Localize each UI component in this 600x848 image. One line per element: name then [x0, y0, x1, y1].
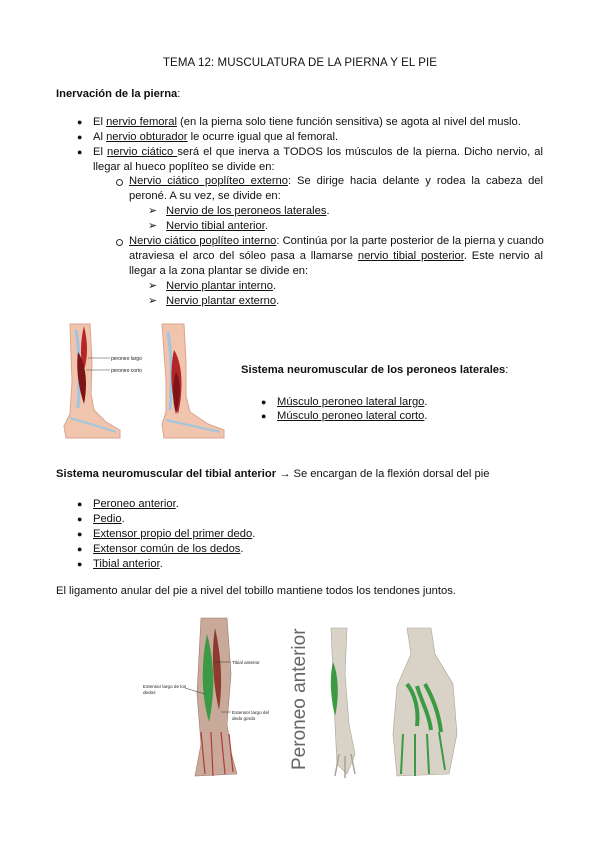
bullet-icon: ● [77, 132, 83, 142]
circle-bullet-icon [116, 239, 123, 246]
arrow-bullet-icon: ➢ [148, 220, 158, 232]
bullet-icon: ● [77, 147, 83, 157]
term-link: Nervio ciático poplíteo externo [129, 175, 288, 187]
sub-list-item: Nervio ciático poplíteo externo: Se dirige hacia delante y rodea la cabeza del [129, 175, 543, 187]
arrow-bullet-icon: ➢ [148, 295, 158, 307]
list-item: Músculo peroneo lateral corto. [277, 410, 428, 422]
sub-list-item: Nervio ciático poplíteo interno: Continúa por la parte posterior de la pierna y cuando [129, 235, 544, 247]
label-tibial-anterior: Tibial anterior [232, 660, 260, 665]
label-peroneo-largo: peroneo largo [111, 356, 142, 362]
list-item: Peroneo anterior. [93, 498, 179, 510]
term-link: nervio obturador [106, 131, 188, 143]
sub-sub-item: Nervio tibial anterior. [166, 220, 268, 232]
label-peroneo-corto: peroneo corto [111, 368, 142, 374]
term-link: nervio tibial posterior [357, 250, 464, 262]
section-heading-tibial: Sistema neuromuscular del tibial anterior → Se encargan de la flexión dorsal del pie [56, 468, 490, 480]
bullet-icon: ● [77, 559, 83, 569]
bullet-icon: ● [261, 397, 267, 407]
bullet-icon: ● [77, 499, 83, 509]
paragraph-ligamento: El ligamento anular del pie a nivel del tobillo mantiene todos los tendones juntos. [56, 585, 456, 597]
svg-text:dedo gordo: dedo gordo [232, 716, 256, 721]
list-item: Extensor propio del primer dedo. [93, 528, 256, 540]
sub-sub-item: Nervio plantar externo. [166, 295, 280, 307]
list-item: El nervio ciático será el que inerva a TODOS los músculos de la pierna. Dicho nervio, al [93, 146, 543, 158]
label-extensor-largo-dedos: Extensor largo de los [143, 684, 187, 689]
term-link: Nervio ciático poplíteo interno [129, 235, 277, 247]
svg-text:dedos: dedos [143, 690, 156, 695]
arrow-bullet-icon: ➢ [148, 205, 158, 217]
sub-list-item-continuation: atraviesa el arco del sóleo pasa a llamarse nervio tibial posterior. Este nervio al [129, 250, 543, 262]
label-extensor-largo-dedo-gordo: Extensor largo del [232, 710, 270, 715]
bullet-icon: ● [77, 117, 83, 127]
term-link: nervio femoral [106, 116, 177, 128]
bullet-icon: ● [77, 529, 83, 539]
tibial-anterior-illustration [135, 614, 470, 784]
term-link: nervio ciático [107, 146, 178, 158]
peroneos-illustration [58, 322, 238, 442]
section-heading-peroneos: Sistema neuromuscular de los peroneos laterales: [241, 364, 509, 376]
list-item: Pedio. [93, 513, 125, 525]
vertical-label-peroneo-anterior: Peroneo anterior [289, 628, 310, 770]
bullet-icon: ● [261, 411, 267, 421]
section-heading-inervacion: Inervación de la pierna: [56, 88, 181, 100]
sub-sub-item: Nervio plantar interno. [166, 280, 277, 292]
bullet-icon: ● [77, 544, 83, 554]
list-item: Tibial anterior. [93, 558, 163, 570]
list-item: Al nervio obturador le ocurre igual que al femoral. [93, 131, 339, 143]
circle-bullet-icon [116, 179, 123, 186]
list-item-continuation: llegar al hueco poplíteo se divide en: [93, 161, 275, 173]
bullet-icon: ● [77, 514, 83, 524]
list-item: Extensor común de los dedos. [93, 543, 244, 555]
sub-list-item-continuation: llegar a la zona plantar se divide en: [129, 265, 309, 277]
list-item: El nervio femoral (en la pierna solo tiene función sensitiva) se agota al nivel del muslo. [93, 116, 521, 128]
list-item: Músculo peroneo lateral largo. [277, 396, 428, 408]
sub-sub-item: Nervio de los peroneos laterales. [166, 205, 330, 217]
page-title: TEMA 12: MUSCULATURA DE LA PIERNA Y EL PIE [162, 57, 438, 69]
arrow-bullet-icon: ➢ [148, 280, 158, 292]
sub-list-item-continuation: peroné. A su vez, se divide en: [129, 190, 281, 202]
